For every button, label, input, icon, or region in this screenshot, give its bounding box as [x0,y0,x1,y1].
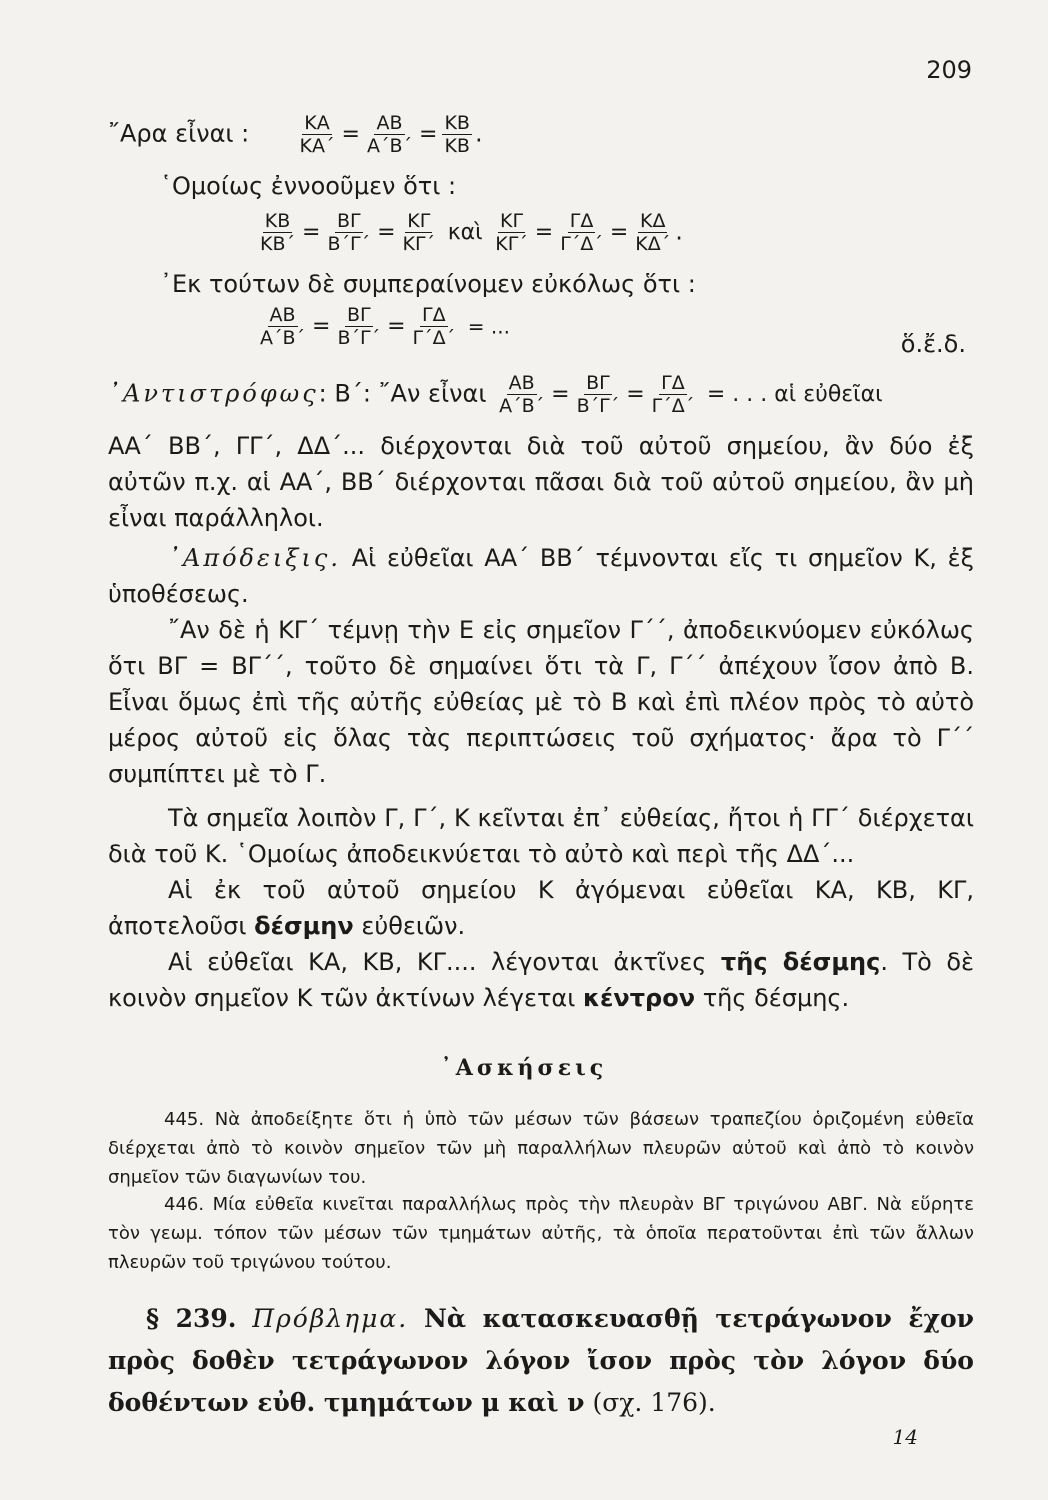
paragraph-3: Αἱ ἐκ τοῦ αὐτοῦ σημείου Κ ἀγόμεναι εὐθεῖαι ΚΑ, ΚΒ, ΚΓ, ἀποτελοῦσι δέσμην εὐθειῶν. [108,876,974,940]
fraction: $\frac{B\Gamma}{B΄\Gamma΄}$ [327,210,371,255]
fraction: $\frac{\Gamma\Delta}{\Gamma΄\Delta΄}$ [412,304,456,349]
section-label: Πρόβλημα. [252,1304,409,1333]
term-kentron: κέντρον [582,984,696,1012]
equation-ratio-1: ῎Αρα εἶναι : $\frac{KA}{KA΄}$ = $\frac{AB}{A΄B΄}$ = $\frac{KB}{KB}$ . [108,112,483,157]
section-239: § 239. Πρόβλημα. Νὰ κατασκευασθῇ τετράγωνον ἔχον πρὸς δοθὲν τετράγωνον λόγον ἴσον πρὸς τὸν λόγον δύο δοθέντων εὐθ. τμημάτων μ καὶ ν (σχ. 176). [108,1304,974,1417]
term-desmi: δέσμην [254,912,354,940]
proof-paragraph: ᾽Απόδειξις. Αἱ εὐθεῖαι ΑΑ΄ ΒΒ΄ τέμνονται εἴς τι σημεῖον Κ, ἐξ ὑποθέσεως. [108,544,974,608]
proof-label: ᾽Απόδειξις. [168,544,341,572]
equation-ratio-2: $\frac{KB}{KB΄}$ = $\frac{B\Gamma}{B΄\Gamma΄}$ = $\frac{K\Gamma}{K\Gamma΄}$ καὶ $\frac{K\Gamma}{K\Gamma΄}$ = $\frac{\Gamma\Delta}{\Gamma΄\Delta΄}$ = $\frac{K\Delta}{K\Delta΄}$ . [260,210,683,255]
fraction: $\frac{KB}{KB΄}$ [260,210,295,255]
converse-statement: ᾽Αντιστρόφως: Β΄: ῎Αν εἶναι $\frac{AB}{A΄B΄}$ = $\frac{B\Gamma}{B΄\Gamma΄}$ = $\frac{\Gamma\Delta}{\Gamma΄\Delta΄}$ = . . . αἱ εὐθεῖαι [108,372,883,417]
paragraph-2: Τὰ σημεῖα λοιπὸν Γ, Γ΄, Κ κεῖνται ἐπ᾽ εὐθείας, ἤτοι ἡ ΓΓ΄ διέρχεται διὰ τοῦ Κ. ῾Ομοίως ἀποδεικνύεται τὸ αὐτὸ καὶ περὶ τῆς ΔΔ΄... [108,804,974,868]
exercises-heading: ᾽Ασκήσεις [440,1055,608,1081]
fraction: $\frac{KA}{KA΄}$ [299,112,335,157]
fraction: $\frac{KB}{KB}$ [444,112,470,157]
line-similarly: ῾Ομοίως ἐννοοῦμεν ὅτι : [160,172,457,200]
eq1-lead: ῎Αρα εἶναι : [108,119,250,148]
fraction: $\frac{B\Gamma}{B΄\Gamma΄}$ [337,304,381,349]
converse-body: ΑΑ΄ ΒΒ΄, ΓΓ΄, ΔΔ΄... διέρχονται διὰ τοῦ αὐτοῦ σημείου, ἂν δύο ἐξ αὐτῶν π.χ. αἱ ΑΑ΄, ΒΒ΄ διέρχονται πᾶσαι διὰ τοῦ αὐτοῦ σημείου, ἂν μὴ εἶναι παράλληλοι. [108,432,974,532]
qed-mark: ὅ.ἔ.δ. [900,330,966,358]
footer-number: 14 [892,1425,918,1449]
exercise-446: 446. Μία εὐθεῖα κινεῖται παραλλήλως πρὸς τὴν πλευρὰν ΒΓ τριγώνου ΑΒΓ. Νὰ εὕρητε τὸν γεωμ. τόπον τῶν μέσων τῶν τμημάτων αὐτῆς, τὰ ὁποῖα περατοῦνται ἐπὶ τῶν ἄλλων πλευρῶν τοῦ τριγώνου τούτου. [108,1194,974,1273]
paragraph-4: Αἱ εὐθεῖαι ΚΑ, ΚΒ, ΚΓ.... λέγονται ἀκτῖνες τῆς δέσμης. Τὸ δὲ κοινὸν σημεῖον Κ τῶν ἀκτίνων λέγεται κέντρον τῆς δέσμης. [108,948,975,1012]
fraction: $\frac{B\Gamma}{B΄\Gamma΄}$ [576,372,620,417]
fraction: $\frac{K\Delta}{K\Delta΄}$ [635,210,671,255]
line-conclude: ᾽Εκ τούτων δὲ συμπεραίνομεν εὐκόλως ὅτι : [160,270,696,298]
fraction: $\frac{\Gamma\Delta}{\Gamma΄\Delta΄}$ [651,372,695,417]
exercise-445: 445. Νὰ ἀποδείξητε ὅτι ἡ ὑπὸ τῶν μέσων τῶν βάσεων τραπεζίου ὁριζομένη εὐθεῖα διέρχεται ἀπὸ τὸ κοινὸν σημεῖον τῶν μὴ παραλλήλων πλευρῶν αὐτοῦ καὶ ἀπὸ τὸ κοινὸν σημεῖον τῶν διαγωνίων του. [108,1109,974,1188]
fraction: $\frac{K\Gamma}{K\Gamma΄}$ [402,210,436,255]
converse-label: ᾽Αντιστρόφως [108,379,319,408]
equation-ratio-3: $\frac{AB}{A΄B΄}$ = $\frac{B\Gamma}{B΄\Gamma΄}$ = $\frac{\Gamma\Delta}{\Gamma΄\Delta΄}$ = ... [260,304,510,349]
paragraph-1: ῎Αν δὲ ἡ ΚΓ΄ τέμνῃ τὴν Ε εἰς σημεῖον Γ΄΄, ἀποδεικνύομεν εὐκόλως ὅτι ΒΓ = ΒΓ΄΄, τοῦτο δὲ σημαίνει ὅτι τὰ Γ, Γ΄΄ ἀπέχουν ἴσον ἀπὸ Β. Εἶναι ὅμως ἐπὶ τῆς αὐτῆς εὐθείας μὲ τὸ Β καὶ ἐπὶ πλέον πρὸς τὸ αὐτὸ μέρος αὐτοῦ εἰς ὅλας τὰς περιπτώσεις τοῦ σχήματος· ἄρα τὸ Γ΄΄ συμπίπτει μὲ τὸ Γ. [108,616,974,788]
fraction: $\frac{K\Gamma}{K\Gamma΄}$ [495,210,528,255]
fraction: $\frac{\Gamma\Delta}{\Gamma΄\Delta΄}$ [560,210,603,255]
fraction: $\frac{AB}{A΄B΄}$ [260,304,306,349]
fraction: $\frac{AB}{A΄B΄}$ [366,112,412,157]
fraction: $\frac{AB}{A΄B΄}$ [499,372,545,417]
page-number: 209 [926,56,972,84]
